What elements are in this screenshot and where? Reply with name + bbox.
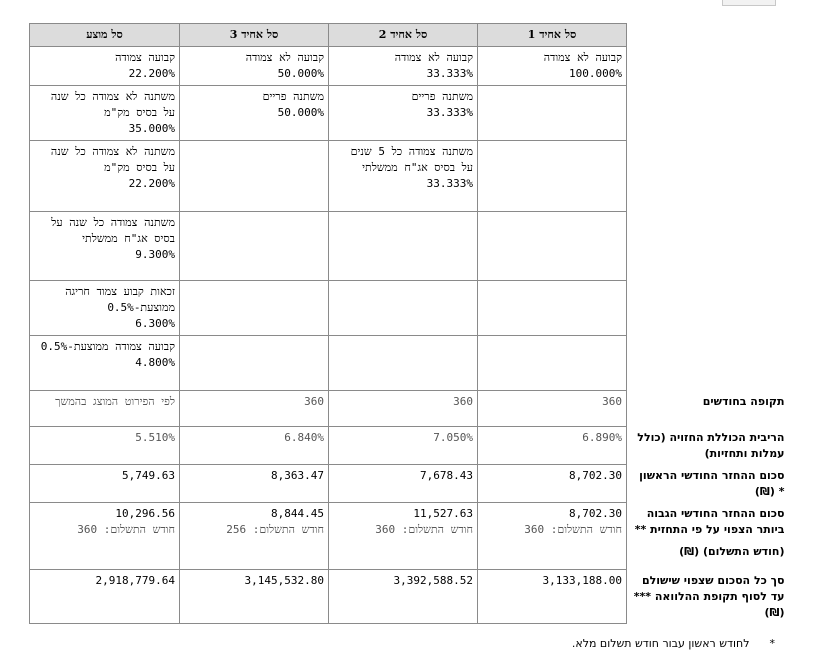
interest-row bbox=[30, 427, 789, 465]
track-row bbox=[30, 141, 789, 212]
track-cell: משתנה צמודה כל 5 שנים על בסיס אג"ח ממשלתי 33.333% bbox=[329, 141, 478, 212]
track-cell: משתנה לא צמודה כל שנה על בסיס מק"מ 22.200% bbox=[30, 141, 180, 212]
track-row bbox=[30, 86, 789, 141]
footnote bbox=[572, 637, 775, 650]
track-cell: קבועה לא צמודה 50.000% bbox=[180, 47, 329, 86]
track-row bbox=[30, 212, 789, 281]
track-cell: קבועה צמודה ממוצעת-0.5% 4.800% bbox=[30, 336, 180, 391]
header-row bbox=[30, 24, 789, 47]
track-cell: קבועה צמודה 22.200% bbox=[30, 47, 180, 86]
track-cell bbox=[478, 336, 627, 391]
max-payment-cell: 8,702.30 חודש התשלום: 360 bbox=[478, 503, 627, 570]
period-cell: 360 bbox=[478, 391, 627, 427]
period-cell: 360 bbox=[329, 391, 478, 427]
track-cell bbox=[329, 281, 478, 336]
interest-cell: 5.510% bbox=[30, 427, 180, 465]
total-cell: 2,918,779.64 bbox=[30, 570, 180, 624]
first-payment-cell: 5,749.63 bbox=[30, 465, 180, 503]
footnote-text: לחודש ראשון עבור חודש תשלום מלא. bbox=[571, 637, 750, 650]
track-cell bbox=[180, 281, 329, 336]
max-payment-cell: 11,527.63 חודש התשלום: 360 bbox=[329, 503, 478, 570]
track-cell: קבועה לא צמודה 100.000% bbox=[478, 47, 627, 86]
max-payment-cell: 10,296.56 חודש התשלום: 360 bbox=[30, 503, 180, 570]
first-payment-cell: 8,702.30 bbox=[478, 465, 627, 503]
track-cell: משתנה לא צמודה כל שנה על בסיס מק"מ 35.000% bbox=[30, 86, 180, 141]
track-cell: משתנה פריים 33.333% bbox=[329, 86, 478, 141]
track-cell bbox=[329, 336, 478, 391]
period-label: תקופה בחודשים bbox=[702, 394, 785, 408]
track-cell bbox=[478, 212, 627, 281]
period-cell: לפי הפירוט המוצג בהמשך bbox=[30, 391, 180, 427]
track-cell bbox=[180, 336, 329, 391]
period-row bbox=[30, 391, 789, 427]
track-cell bbox=[329, 212, 478, 281]
header-offered: סל מוצע bbox=[30, 24, 180, 47]
first-payment-row bbox=[30, 465, 789, 503]
total-cell: 3,133,188.00 bbox=[478, 570, 627, 624]
footnote-marker: * bbox=[769, 637, 775, 650]
track-cell: קבועה לא צמודה 33.333% bbox=[329, 47, 478, 86]
track-row bbox=[30, 47, 789, 86]
header-corner bbox=[627, 24, 789, 47]
track-cell bbox=[180, 141, 329, 212]
track-cell bbox=[478, 141, 627, 212]
period-cell: 360 bbox=[180, 391, 329, 427]
track-cell: משתנה פריים 50.000% bbox=[180, 86, 329, 141]
track-cell bbox=[180, 212, 329, 281]
header-track-2: סל אחיד 2 bbox=[329, 24, 478, 47]
first-payment-label: סכום ההחזר החודשי הראשון * (₪) bbox=[639, 468, 785, 498]
total-cell: 3,145,532.80 bbox=[180, 570, 329, 624]
mortgage-comparison-table bbox=[29, 23, 789, 624]
header-track-3: סל אחיד 3 bbox=[180, 24, 329, 47]
interest-label: הריבית הכוללת החזויה (כולל עמלות ותחזיות) bbox=[637, 430, 785, 460]
track-row bbox=[30, 281, 789, 336]
track-cell: זכאות קבוע צמוד חריגה ממוצעת-0.5% 6.300% bbox=[30, 281, 180, 336]
interest-cell: 6.890% bbox=[478, 427, 627, 465]
track-row bbox=[30, 336, 789, 391]
header-track-1: סל אחיד 1 bbox=[478, 24, 627, 47]
first-payment-cell: 7,678.43 bbox=[329, 465, 478, 503]
track-cell: משתנה צמודה כל שנה על בסיס אג"ח ממשלתי 9.300% bbox=[30, 212, 180, 281]
first-payment-cell: 8,363.47 bbox=[180, 465, 329, 503]
total-row bbox=[30, 570, 789, 624]
total-label: סך כל הסכום שצפוי שישולם עד לסוף תקופת ההלוואה *** (₪) bbox=[633, 573, 785, 619]
max-payment-label: סכום ההחזר החודשי הגבוה ביותר הצפוי על פי התחזית ** (חודש התשלום) (₪) bbox=[634, 506, 785, 558]
interest-cell: 7.050% bbox=[329, 427, 478, 465]
interest-cell: 6.840% bbox=[180, 427, 329, 465]
max-payment-row bbox=[30, 503, 789, 570]
track-cell bbox=[478, 281, 627, 336]
max-payment-cell: 8,844.45 חודש התשלום: 256 bbox=[180, 503, 329, 570]
track-cell bbox=[478, 86, 627, 141]
top-scroll-tab bbox=[722, 0, 776, 6]
total-cell: 3,392,588.52 bbox=[329, 570, 478, 624]
